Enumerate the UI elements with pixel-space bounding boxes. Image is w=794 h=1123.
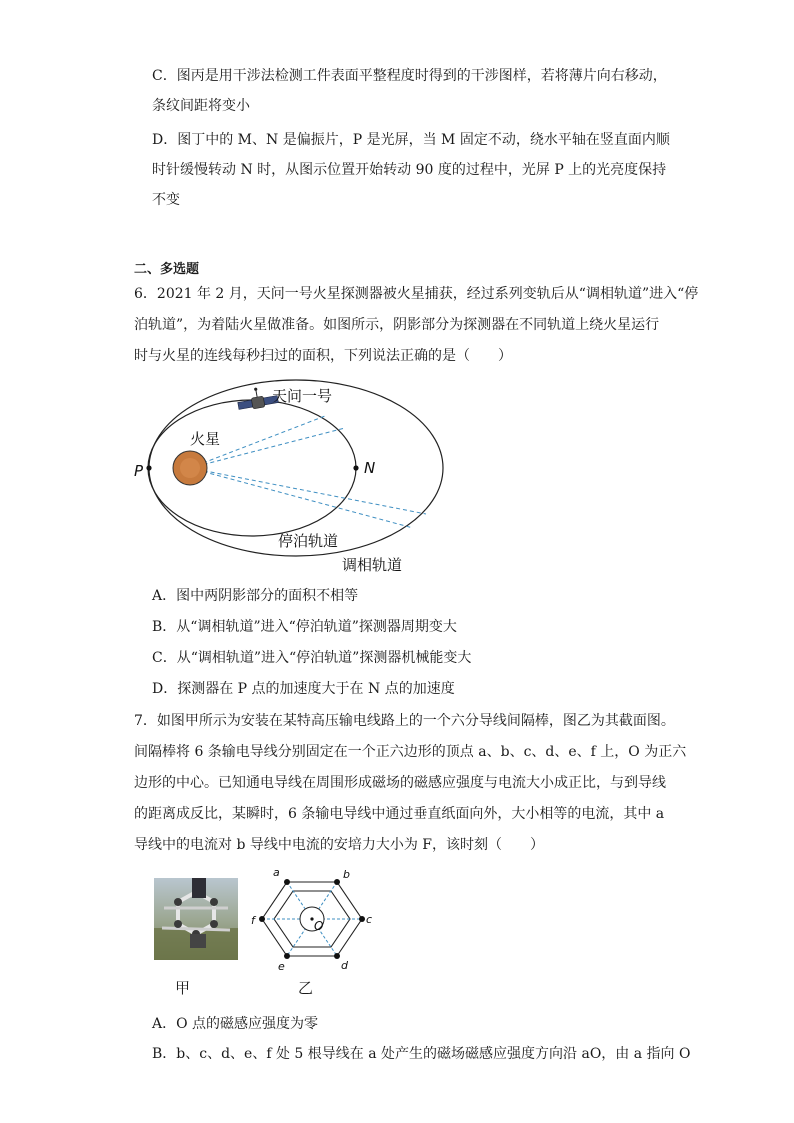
vertex-a: a — [273, 866, 280, 879]
q7-stem-line1: 7．如图甲所示为安装在某特高压输电线路上的一个六分导线间隔棒，图乙为其截面图。 — [134, 713, 675, 729]
q7-stem-line2: 间隔棒将 6 条输电导线分别固定在一个正六边形的顶点 a、b、c、d、e、f 上，O 为正六 — [134, 744, 687, 760]
point-p — [146, 465, 151, 470]
q6-stem-line2: 泊轨道”，为着陆火星做准备。如图所示，阴影部分为探测器在不同轨道上绕火星运行 — [134, 317, 660, 333]
section-title: 二、多选题 — [134, 262, 200, 277]
vertex-e: e — [278, 960, 285, 972]
vertex-f: f — [251, 914, 255, 927]
p-label: P — [134, 462, 144, 480]
spacer-photo — [154, 878, 238, 960]
vertex-c: c — [366, 913, 373, 926]
phasing-orbit-label: 调相轨道 — [342, 556, 403, 574]
point-n — [353, 465, 358, 470]
n-label: N — [364, 459, 376, 477]
probe-label: 天问一号 — [272, 387, 333, 405]
q7-option-a: A．O 点的磁感应强度为零 — [152, 1016, 319, 1032]
q6-stem-line1: 6．2021 年 2 月，天问一号火星探测器被火星捕获，经过系列变轨后从“调相轨道”进入“停 — [134, 286, 699, 302]
q6-orbit-figure — [130, 376, 460, 576]
q7-stem-line5: 导线中的电流对 b 导线中电流的安培力大小为 F，该时刻（ ） — [134, 837, 545, 853]
q7-stem-line3: 边形的中心。已知通电导线在周围形成磁场的磁感应强度与电流大小成正比，与到导线 — [134, 775, 666, 791]
figure-jia-label: 甲 — [175, 979, 191, 997]
hexagon-cross-section — [250, 866, 374, 972]
q5-option-c-line2: 条纹间距将变小 — [152, 98, 250, 114]
q7-option-b: B．b、c、d、e、f 处 5 根导线在 a 处产生的磁场磁感应强度方向沿 aO，由 a 指向 O — [152, 1046, 691, 1062]
mars-label: 火星 — [190, 430, 221, 448]
q7-stem-line4: 的距离成反比，某瞬时，6 条输电导线中通过垂直纸面向外，大小相等的电流，其中 a — [134, 806, 665, 822]
q6-option-b: B．从“调相轨道”进入“停泊轨道”探测器周期变大 — [152, 619, 457, 635]
q6-stem-line3: 时与火星的连线每秒扫过的面积，下列说法正确的是（ ） — [134, 348, 512, 364]
q5-option-c-line1: C．图丙是用干涉法检测工件表面平整程度时得到的干涉图样，若将薄片向右移动， — [152, 68, 667, 84]
q5-option-d-line3: 不变 — [152, 192, 180, 208]
parking-orbit-label: 停泊轨道 — [278, 532, 339, 550]
vertex-b: b — [343, 868, 350, 881]
q5-option-d-line1: D．图丁中的 M、N 是偏振片，P 是光屏，当 M 固定不动，绕水平轴在竖直面内顺 — [152, 132, 670, 148]
figure-yi-label: 乙 — [298, 979, 314, 997]
q6-option-a: A．图中两阴影部分的面积不相等 — [152, 588, 359, 604]
q5-option-d-line2: 时针缓慢转动 N 时，从图示位置开始转动 90 度的过程中，光屏 P 上的光亮度保持 — [152, 162, 667, 178]
sweep-lines — [190, 416, 426, 528]
center-o: O — [314, 919, 324, 933]
vertex-d: d — [341, 959, 348, 972]
q6-option-c: C．从“调相轨道”进入“停泊轨道”探测器机械能变大 — [152, 650, 472, 666]
q6-option-d: D．探测器在 P 点的加速度大于在 N 点的加速度 — [152, 681, 455, 697]
